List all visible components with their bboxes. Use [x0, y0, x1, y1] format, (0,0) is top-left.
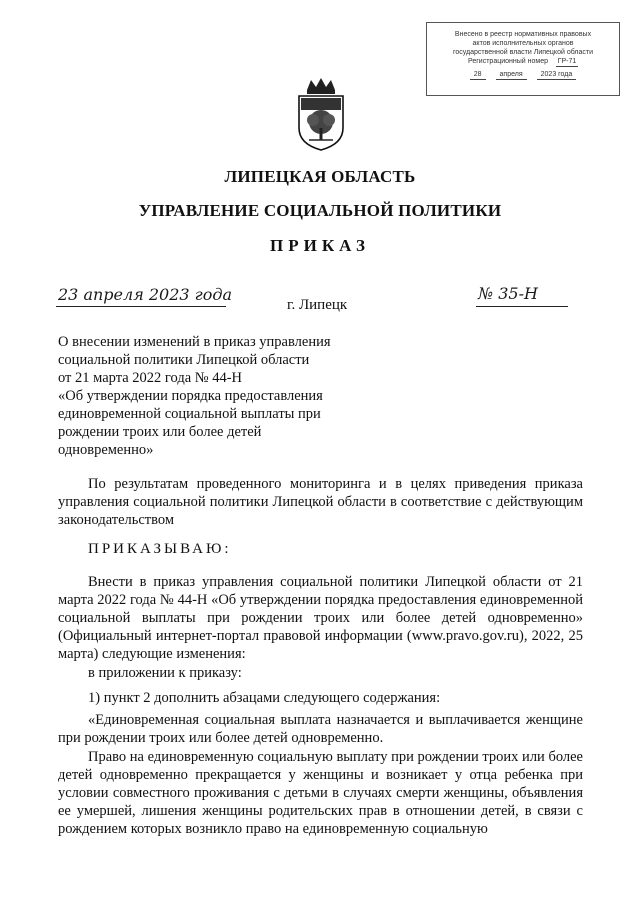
stamp-reg-label: Регистрационный номер: [468, 58, 548, 65]
date-underline: [56, 306, 226, 307]
item-1-paragraph: 1) пункт 2 дополнить абзацами следующего содержания:: [88, 690, 441, 706]
stamp-reg-number: ГР-71: [557, 58, 577, 65]
department-heading: УПРАВЛЕНИЕ СОЦИАЛЬНОЙ ПОЛИТИКИ: [138, 201, 502, 220]
title-line: от 21 марта 2022 года № 44-Н: [58, 370, 243, 386]
stamp-day: 28: [470, 70, 486, 80]
quote-paragraph-1: «Единовременная социальная выплата назначается и выплачивается женщине при рождении троих или более детей одновременно.: [58, 712, 583, 746]
title-line: единовременной социальной выплаты при: [58, 406, 321, 422]
quote-paragraph-2: Право на единовременную социальную выплату при рождении троих или более детей одновременно прекращается у женщины и возникает у отца ребенка при условии совместного проживания с детьми в случаях смерти женщины, объявления ее умершей, лишения женщины родительских прав в отношении детей, в связи с рождением которых возникло право на единовременную социальную: [58, 749, 583, 837]
number-underline: [476, 306, 568, 307]
stamp-month: апреля: [496, 70, 527, 80]
stamp-line-1: Внесено в реестр нормативных правовых: [454, 31, 592, 38]
stamp-line-3: государственной власти Липецкой области: [452, 49, 593, 56]
city-label: г. Липецк: [287, 297, 348, 313]
title-line: социальной политики Липецкой области: [58, 352, 310, 368]
title-line: О внесении изменений в приказ управления: [58, 334, 331, 350]
intro-paragraph: По результатам проведенного мониторинга и в целях приведения приказа управления социальной политики Липецкой области в соответствие с действующим законодательством: [58, 476, 583, 528]
region-heading: ЛИПЕЦКАЯ ОБЛАСТЬ: [224, 167, 416, 186]
stamp-line-2: актов исполнительных органов: [472, 40, 574, 47]
document-title: [58, 333, 358, 459]
coat-of-arms-icon: [295, 76, 347, 152]
title-line: «Об утверждении порядка предоставления: [58, 388, 323, 404]
document-type-heading: ПРИКАЗ: [270, 236, 370, 255]
handwritten-number: № 35-Н: [478, 284, 538, 303]
title-line: одновременно»: [58, 442, 154, 458]
title-line: рождении троих или более детей: [58, 424, 262, 440]
stamp-year: 2023 года: [537, 70, 577, 80]
main-paragraph: Внести в приказ управления социальной политики Липецкой области от 21 марта 2022 года № 44-Н «Об утверждении порядка предоставления единовременной социальной выплаты при рождении троих или более детей одновременно» (Официальный интернет-портал правовой информации (www.pravo.gov.ru), 2022, 25 марта) следующие изменения:: [58, 574, 583, 662]
annex-paragraph: в приложении к приказу:: [88, 665, 242, 681]
orders-heading: ПРИКАЗЫВАЮ:: [88, 541, 232, 557]
handwritten-date: 23 апреля 2023 года: [58, 285, 233, 304]
registry-stamp: [426, 22, 620, 96]
